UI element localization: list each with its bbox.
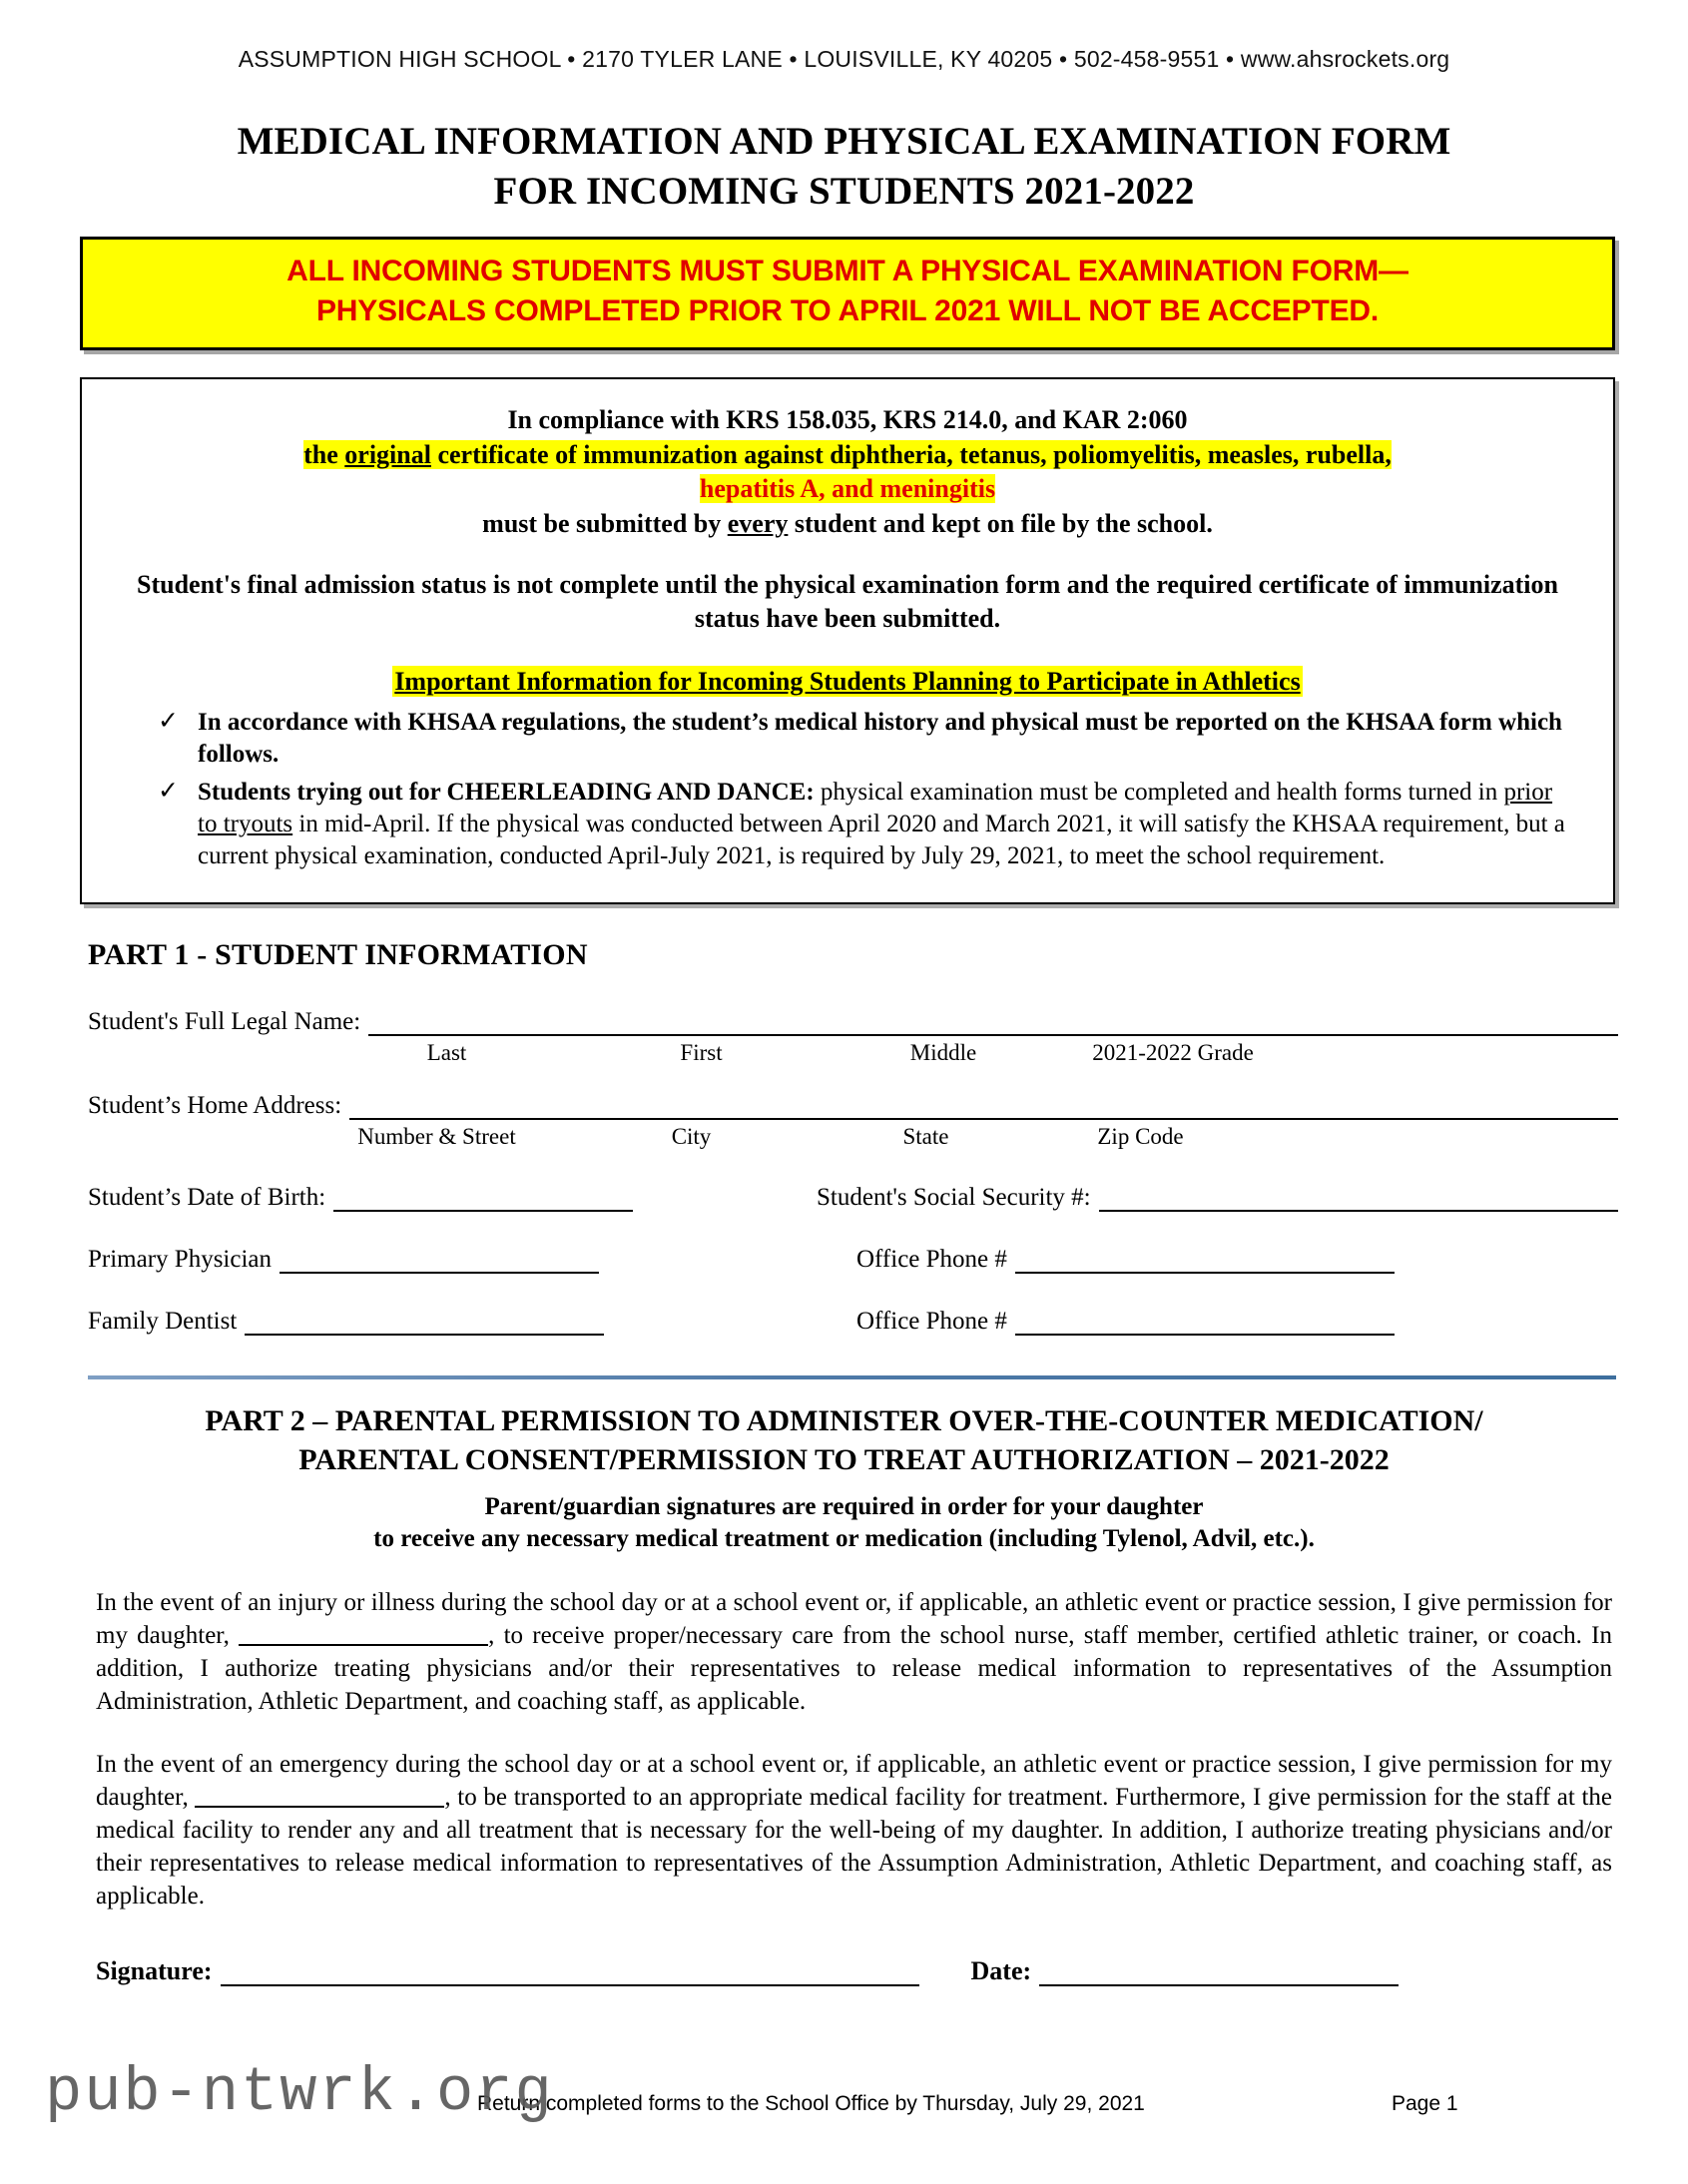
part2-subheading — [0, 1491, 1688, 1556]
consent-paragraph-1 — [96, 1586, 1612, 1718]
compliance-line4-pre: must be submitted by — [482, 508, 728, 538]
caption-city: City — [671, 1123, 712, 1149]
alert-banner — [80, 237, 1615, 350]
date-label: Date: — [970, 1955, 1032, 1985]
dob-label: Student’s Date of Birth: — [88, 1183, 326, 1211]
daughter-name-input-2[interactable] — [195, 1784, 444, 1808]
ssn-input[interactable] — [1099, 1184, 1618, 1212]
list-item — [158, 707, 1571, 771]
compliance-line3-red: hepatitis A, and meningitis — [699, 474, 996, 504]
page-title-line2: FOR INCOMING STUDENTS 2021-2022 — [493, 169, 1195, 213]
physician-row — [88, 1246, 1618, 1274]
dentist-row — [88, 1308, 1618, 1336]
student-address-input[interactable] — [349, 1092, 1618, 1120]
page-title — [0, 117, 1688, 217]
caption-first: First — [680, 1039, 723, 1065]
bullet-2-bold: Students trying out for CHEERLEADING AND DANCE: — [198, 778, 815, 806]
dentist-label: Family Dentist — [88, 1307, 238, 1335]
date-input[interactable] — [1039, 1958, 1399, 1986]
student-name-captions — [88, 1040, 1618, 1066]
athletics-info-heading — [110, 667, 1585, 697]
bullet-2-pre: physical examination must be completed and health forms turned in — [814, 778, 1504, 806]
compliance-line4 — [110, 507, 1585, 542]
athletics-info-heading-text: Important Information for Incoming Students Planning to Participate in Athletics — [394, 666, 1301, 696]
caption-number-street: Number & Street — [357, 1123, 516, 1149]
alert-banner-line1: ALL INCOMING STUDENTS MUST SUBMIT A PHYSICAL EXAMINATION FORM— — [286, 254, 1408, 287]
student-address-captions — [88, 1124, 1618, 1150]
compliance-line4-post: student and kept on file by the school. — [788, 508, 1213, 538]
physician-phone-label: Office Phone # — [856, 1245, 1007, 1273]
page-title-line1: MEDICAL INFORMATION AND PHYSICAL EXAMINATION FORM — [237, 120, 1451, 163]
caption-state: State — [902, 1123, 949, 1149]
caption-zip: Zip Code — [1097, 1123, 1184, 1149]
physician-input[interactable] — [280, 1246, 599, 1274]
alert-banner-line2: PHYSICALS COMPLETED PRIOR TO APRIL 2021 WILL NOT BE ACCEPTED. — [315, 294, 1380, 327]
compliance-line2 — [110, 438, 1585, 473]
caption-middle: Middle — [909, 1039, 977, 1065]
part2-sub-line2: to receive any necessary medical treatment or medication (including Tylenol, Advil, etc.). — [373, 1525, 1315, 1553]
compliance-line2-pre: the — [303, 439, 345, 469]
compliance-line3 — [110, 472, 1585, 507]
part2-heading — [80, 1401, 1608, 1479]
caption-grade: 2021-2022 Grade — [1092, 1039, 1254, 1065]
dentist-phone-input[interactable] — [1015, 1308, 1395, 1336]
checkmark-icon: ✓ — [158, 777, 179, 805]
student-address-label: Student’s Home Address: — [88, 1091, 342, 1119]
compliance-line2-post: certificate of immunization against diphtheria, tetanus, poliomyelitis, measles, rubella, — [430, 439, 1392, 469]
student-address-row — [88, 1092, 1618, 1120]
section-divider — [88, 1375, 1616, 1379]
compliance-box — [80, 377, 1615, 903]
student-name-input[interactable] — [368, 1008, 1618, 1036]
student-name-row — [88, 1008, 1618, 1036]
daughter-name-input-1[interactable] — [239, 1622, 488, 1646]
dob-ssn-row — [88, 1184, 1618, 1212]
physician-label: Primary Physician — [88, 1245, 273, 1273]
school-address-header: ASSUMPTION HIGH SCHOOL • 2170 TYLER LANE • LOUISVILLE, KY 40205 • 502-458-9551 • www.ahsrockets.org — [238, 46, 1450, 72]
compliance-line1: In compliance with KRS 158.035, KRS 214.0, and KAR 2:060 — [507, 405, 1188, 435]
footer-return-note: Return completed forms to the School Office by Thursday, July 29, 2021 — [477, 2092, 1145, 2115]
admission-status-note: Student's final admission status is not complete until the physical examination form and the required certificate of immunization status have been submitted. — [137, 569, 1558, 634]
bullet-2-underlined: prior to tryouts — [198, 778, 1553, 837]
part2-sub-line1: Parent/guardian signatures are required in order for your daughter — [484, 1492, 1204, 1520]
consent-paragraph-2-pre: In the event of an emergency during the school day or at a school event or, if applicable, an athletic event or practice session, I give permission for my daughter, — [96, 1750, 1612, 1811]
signature-row — [96, 1956, 1612, 1986]
athletics-bullet-list — [110, 707, 1585, 872]
part2-heading-line1: PART 2 – PARENTAL PERMISSION TO ADMINISTER OVER-THE-COUNTER MEDICATION/ — [205, 1403, 1483, 1437]
signature-label: Signature: — [96, 1955, 213, 1985]
watermark: pub-ntwrk.org — [45, 2057, 554, 2128]
physician-phone-input[interactable] — [1015, 1246, 1395, 1274]
dentist-phone-label: Office Phone # — [856, 1307, 1007, 1335]
compliance-line2-underlined: original — [344, 439, 431, 469]
ssn-label: Student's Social Security #: — [817, 1183, 1091, 1211]
list-item — [158, 777, 1571, 872]
footer-page-number: Page 1 — [1392, 2092, 1458, 2115]
dentist-input[interactable] — [245, 1308, 604, 1336]
bullet-2-post: in mid-April. If the physical was conducted between April 2020 and March 2021, it will satisfy the KHSAA requirement, but a current physical examination, conducted April-July 2021, is required by July 29, 2021, to meet the school requirement. — [198, 810, 1565, 869]
dob-input[interactable] — [333, 1184, 633, 1212]
consent-paragraph-1-pre: In the event of an injury or illness during the school day or at a school event or, if applicable, an athletic event or practice session, I give permission for my daughter, — [96, 1588, 1612, 1649]
part1-form — [88, 1008, 1618, 1336]
student-name-label: Student's Full Legal Name: — [88, 1007, 361, 1035]
caption-last: Last — [426, 1039, 467, 1065]
compliance-line4-underlined: every — [727, 508, 789, 538]
consent-paragraph-1-post: , to receive proper/necessary care from the school nurse, staff member, certified athletic trainer, or coach. In addition, I authorize treating physicians and/or their representatives to release medical information to representatives of the Assumption Administration, Athletic Department, and coaching staff, as applicable. — [96, 1621, 1612, 1715]
bullet-1-text: In accordance with KHSAA regulations, the student’s medical history and physical must be reported on the KHSAA form which follows. — [198, 708, 1562, 768]
part1-heading: PART 1 - STUDENT INFORMATION — [88, 937, 588, 971]
consent-paragraph-2 — [96, 1748, 1612, 1912]
part2-heading-line2: PARENTAL CONSENT/PERMISSION TO TREAT AUTHORIZATION – 2021-2022 — [298, 1442, 1390, 1476]
consent-paragraph-2-post: , to be transported to an appropriate medical facility for treatment. Furthermore, I give permission for the staff at the medical facility to render any and all treatment that is necessary for the well-being of my daughter. In addition, I authorize treating physicians and/or their representatives to release medical information to representatives of the Assumption Administration, Athletic Department, and coaching staff, as applicable. — [96, 1783, 1612, 1910]
checkmark-icon: ✓ — [158, 707, 179, 735]
signature-input[interactable] — [221, 1958, 919, 1986]
